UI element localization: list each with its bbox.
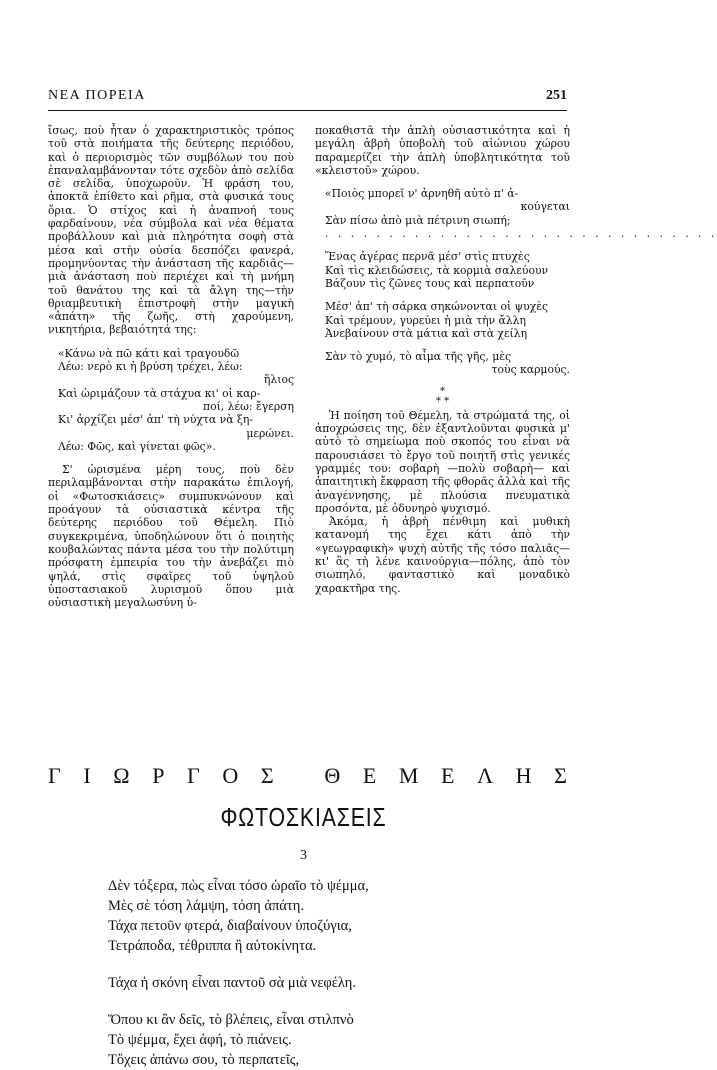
left-column (48, 124, 294, 609)
poem-title: ΦΩΤΟΣΚΙΑΣΕΙΣ (220, 802, 387, 832)
author-letter: Γ (187, 763, 200, 788)
author-letter: Θ (324, 763, 341, 788)
author-letter: Η (515, 763, 532, 788)
poem-line: Τάχα ἡ σκόνη εἶναι παντοῦ σὰ μιὰ νεφέλη. (108, 975, 356, 991)
quote-line: Καὶ τρέμουν, γυρεύει ἡ μιὰ τὴν ἄλλη (325, 313, 526, 327)
quote-line-overflow: κούγεται (520, 200, 570, 214)
quote-line: Μέσ' ἀπ' τὴ σάρκα σηκώνονται οἱ ψυχὲς (325, 300, 549, 314)
quote-line: Σὰν τὸ χυμό, τὸ αἷμα τῆς γῆς, μὲς (325, 350, 512, 364)
left-paragraph-2: Σ' ὡρισμένα μέρη τους, ποὺ δὲν περιλαμβάνονται στὴν παρακάτω ἐπιλογή, οἱ «Φωτοσκιάσεις» συμπυκνώνουν καὶ προάγουν τὰ οὐσιαστικὰ κέντρα τῆς δεύτερης περιόδου τοῦ Θέμελη. Πιὸ συγκεκριμένα, ὑποδηλώνουν ὅτι ὁ ποιητὴς κουβαλώντας πάντα μέσα του τὴν πολύτιμη πρόσφατη ἐμπειρία του τὴν ἀνεβάζει πιὸ ψηλά, στὶς σφαῖρες τοῦ ὑψηλοῦ ὑποστασιακοῦ λυρισμοῦ ὅπου μιὰ οὐσιαστικὴ μεγαλωσύνη ὑ- (48, 463, 294, 610)
author-letter: Λ (477, 763, 494, 788)
left-paragraph-1: ἴσως, ποὺ ἦταν ὁ χαρακτηριστικὸς τρόπος τοῦ στὰ ποιήματα τῆς δεύτερης περιόδου, καὶ ὁ περιορισμὸς τῶν συμβόλων του ποὺ ἐπαναλαμβάνονταν τότε σχεδὸν ἀπὸ σελίδα σὲ σελίδα, ὑποχωροῦν. Ἡ φράση του, ἀποκτᾶ ἐπίθετο καὶ ρῆμα, στὰ φυσικά τους ὅρια. Ὁ στίχος καὶ ἡ ἀναπνοή τους φαρδαίνουν, νέα σύμβολα καὶ νέα θέματα προβάλλουν καὶ μιὰ πληρότητα σοφὴ στὰ μέσα καὶ στὴν οὐσία δεσπόζει φανερά, προμηνύοντας τὴν ἀνάσταση τῆς καρδιᾶς—μιὰ ἀνάσταση ποὺ περιέχει καὶ τὴ μνήμη τοῦ θανάτου της καὶ τὰ ἄλγη της—τὴν θριαμβευτικὴ ἐπιστροφὴ στὴν μαγικὴ «ἀπάτη» τῆς ζωῆς, στὴ χαρούμενη, νικητήρια, βεβαιότητά της: (48, 124, 294, 337)
quote-line: Ἀνεβαίνουν στὰ μάτια καὶ στὰ χείλη (325, 326, 528, 340)
author-letter: Σ (554, 763, 567, 788)
poem-line: Τετράποδα, τέθριππα ἢ αὐτοκίνητα. (108, 938, 317, 954)
right-paragraph-2: Ἡ ποίηση τοῦ Θέμελη, τὰ στρώματά της, οἱ ἀποχρώσεις της, δὲν ἐξαντλοῦνται φυσικὰ μ' αὐτὸ τὸ σημείωμα ποὺ σκοπός του εἶναι νὰ παρουσιάσει τὸ ἔργο τοῦ ποιητῆ στὶς γενικές γραμμές του: σοβαρὴ —πολὺ σοβαρὴ— καὶ ἀπαιτητικὴ ἔκφραση τῆς φθορᾶς ἀλλὰ καὶ τῆς ἀναγέννησης, μὲ πλούσια πνευματικὰ προσόντα, μὲ ὀδυνηρὸ ψυχισμό. (315, 408, 570, 515)
author-letter: Μ (398, 763, 419, 788)
poem-line: Ὅπου κι ἂν δεῖς, τὸ βλέπεις, εἶναι στιλπνὸ (108, 1012, 354, 1028)
quote-line: Καὶ ὡριμάζουν τὰ στάχυα κι' οἱ καρ- (58, 386, 261, 400)
right-quote-1 (325, 187, 717, 377)
author-letter: Ρ (152, 763, 165, 788)
poem-line: Τάχα πετοῦν φτερά, διαβαίνουν ὑποζύγια, (108, 918, 352, 934)
poem-body (108, 876, 369, 1070)
asterism-divider (315, 387, 570, 407)
quote-line: Καὶ τὶς κλειδώσεις, τὰ κορμιὰ σαλεύουν (325, 263, 549, 277)
author-letter: Σ (260, 763, 274, 788)
author-letter: Ε (441, 763, 455, 788)
author-letter-space (296, 763, 302, 789)
quote-line: «Ποιὸς μπορεῖ ν' ἀρνηθῆ αὐτὸ π' ἀ- (325, 187, 519, 201)
author-letter: Ο (222, 763, 239, 788)
right-paragraph-1: ποκαθιστᾶ τὴν ἁπλὴ οὐσιαστικότητα καὶ ἡ μεγάλη ἀβρὴ ὑποβολὴ τοῦ αἰώνιου χώρου παραμερίζει τὴν ἁπλὴ ὑποβλητικότητα τοῦ «κλειστοῦ» χώρου. (315, 124, 570, 177)
poem-line: Δὲν τόξερα, πὼς εἶναι τόσο ὡραῖο τὸ ψέμμα, (108, 878, 369, 894)
quote-line-overflow: μερώνει. (246, 426, 294, 440)
right-column (315, 124, 717, 595)
poem-line: Τὄχεις ἀπάνω σου, τὸ περπατεῖς, (108, 1052, 300, 1068)
ellipsis-divider: . . . . . . . . . . . . . . . . . . . . . . . . . . . . . . . (325, 227, 717, 241)
quote-line: Λέω: Φῶς, καὶ γίνεται φῶς». (58, 439, 216, 453)
quote-line-overflow: τοὺς καρμούς. (491, 363, 570, 377)
quote-line: Σὰν πίσω ἀπὸ μιὰ πέτρινη σιωπή; (325, 213, 511, 227)
left-quote (58, 347, 294, 453)
author-letter: Ω (113, 763, 130, 788)
author-letter: Γ (48, 763, 61, 788)
author-letter: Ι (83, 763, 91, 788)
quote-line-overflow: ποί, λέω: ἔγερση (202, 399, 294, 413)
asterism-star-top: * (440, 385, 445, 397)
quote-line: Βάζουν τὶς ζῶνες τους καὶ περπατοῦν (325, 276, 535, 290)
page-header (48, 88, 567, 110)
journal-title: ΝΕΑ ΠΟΡΕΙΑ (48, 88, 146, 103)
page-number: 251 (546, 88, 567, 103)
quote-line-overflow: ἥλιος (263, 373, 294, 387)
quote-line: Λέω: νερὸ κι ἡ βρύση τρέχει, λέω: (58, 360, 243, 374)
poem-line: Τὸ ψέμμα, ἔχει ἀφή, τὸ πιάνεις. (108, 1032, 292, 1048)
poem-section-number: 3 (300, 848, 307, 863)
quote-line: Ἕνας ἀγέρας περνᾶ μέσ' στὶς πτυχὲς (325, 250, 530, 264)
right-paragraph-3: Ἀκόμα, ἡ ἀβρὴ πένθιμη καὶ μυθικὴ κατανομή της ἔχει κάτι ἀπὸ τὴν «γεωγραφικὴ» ψυχὴ αὐτῆς τῆς τόσο παλιᾶς—κι' ἂς τὴ λένε καινούργια—πόλης, ἀπὸ τὸν σιωπηλό, φανταστικὸ καὶ μοναδικὸ χαρακτῆρα της. (315, 515, 570, 595)
quote-line: Κι' ἀρχίζει μέσ' ἀπ' τὴ νύχτα νὰ ξη- (58, 413, 253, 427)
poem-line: Μὲς σὲ τόση λάμψη, τόση ἀπάτη. (108, 898, 304, 914)
asterism-star-bottom: * * (435, 395, 450, 407)
header-rule (48, 110, 567, 111)
author-name (48, 763, 567, 789)
author-letter: Ε (362, 763, 377, 788)
quote-line: «Κάνω νὰ πῶ κάτι καὶ τραγουδῶ (58, 346, 240, 360)
